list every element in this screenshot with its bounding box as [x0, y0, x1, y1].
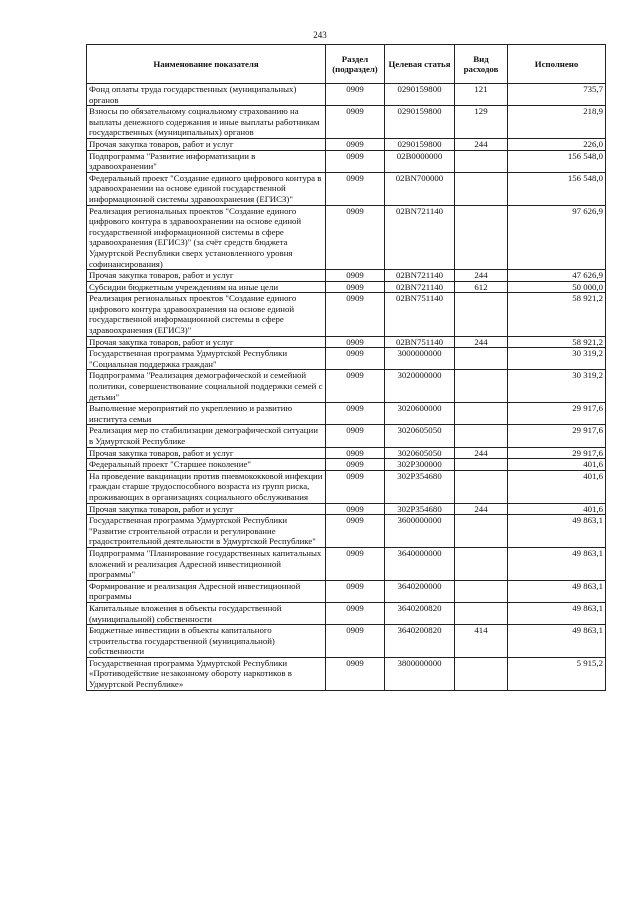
- row-kind: [455, 425, 508, 447]
- table-row: [87, 84, 606, 106]
- row-kind: [455, 547, 508, 580]
- row-amount: 97 626,9: [508, 205, 606, 270]
- row-target: 3640000000: [385, 547, 455, 580]
- row-amount: 30 319,2: [508, 348, 606, 370]
- row-kind: [455, 205, 508, 270]
- table-row: [87, 106, 606, 139]
- row-name: Реализация региональных проектов "Создание единого цифрового контура здравоохранения на основе единой государственной информационной системы в сфере здравоохранения (ЕГИСЗ)": [87, 293, 326, 336]
- table-row: [87, 293, 606, 336]
- row-kind: 129: [455, 106, 508, 139]
- row-amount: 226,0: [508, 138, 606, 150]
- row-amount: 50 000,0: [508, 281, 606, 293]
- table-row: [87, 625, 606, 658]
- row-target: 3020605050: [385, 447, 455, 459]
- row-target: 3640200000: [385, 580, 455, 602]
- row-amount: 401,6: [508, 503, 606, 515]
- row-amount: 58 921,2: [508, 293, 606, 336]
- row-section: 0909: [326, 459, 385, 471]
- header-kind: Вид расходов: [455, 45, 508, 84]
- row-target: 3600000000: [385, 515, 455, 548]
- row-section: 0909: [326, 370, 385, 403]
- header-amount: Исполнено: [508, 45, 606, 84]
- row-kind: 244: [455, 270, 508, 282]
- row-name: Подпрограмма "Планирование государственных капитальных вложений и реализация Адресной инвестиционной программы": [87, 547, 326, 580]
- row-target: 02BN751140: [385, 336, 455, 348]
- row-kind: [455, 470, 508, 503]
- row-section: 0909: [326, 547, 385, 580]
- row-section: 0909: [326, 503, 385, 515]
- row-kind: [455, 580, 508, 602]
- row-name: Выполнение мероприятий по укреплению и развитию института семьи: [87, 403, 326, 425]
- row-name: Подпрограмма "Реализация демографической и семейной политики, совершенствование социальной поддержки семей с детьми": [87, 370, 326, 403]
- row-amount: 156 548,0: [508, 172, 606, 205]
- row-name: Прочая закупка товаров, работ и услуг: [87, 138, 326, 150]
- row-target: 0290159800: [385, 138, 455, 150]
- table-row: [87, 503, 606, 515]
- row-kind: [455, 293, 508, 336]
- table-row: [87, 425, 606, 447]
- row-kind: [455, 403, 508, 425]
- row-kind: [455, 150, 508, 172]
- row-target: 3640200820: [385, 602, 455, 624]
- row-amount: 29 917,6: [508, 425, 606, 447]
- row-section: 0909: [326, 580, 385, 602]
- row-amount: 401,6: [508, 470, 606, 503]
- row-section: 0909: [326, 138, 385, 150]
- row-section: 0909: [326, 657, 385, 690]
- row-section: 0909: [326, 150, 385, 172]
- table-row: [87, 547, 606, 580]
- table-row: [87, 447, 606, 459]
- table-row: [87, 172, 606, 205]
- row-amount: 30 319,2: [508, 370, 606, 403]
- row-amount: 29 917,6: [508, 403, 606, 425]
- row-section: 0909: [326, 336, 385, 348]
- row-name: Прочая закупка товаров, работ и услуг: [87, 270, 326, 282]
- row-target: 302P300000: [385, 459, 455, 471]
- table-row: [87, 403, 606, 425]
- row-target: 0290159800: [385, 106, 455, 139]
- row-name: Прочая закупка товаров, работ и услуг: [87, 503, 326, 515]
- budget-table: [86, 44, 606, 691]
- row-amount: 49 863,1: [508, 625, 606, 658]
- row-name: Государственная программа Удмуртской Республики "Социальная поддержка граждан": [87, 348, 326, 370]
- row-section: 0909: [326, 425, 385, 447]
- row-target: 3020000000: [385, 370, 455, 403]
- row-amount: 49 863,1: [508, 515, 606, 548]
- row-name: Прочая закупка товаров, работ и услуг: [87, 336, 326, 348]
- row-name: Капитальные вложения в объекты государственной (муниципальной) собственности: [87, 602, 326, 624]
- row-section: 0909: [326, 106, 385, 139]
- row-section: 0909: [326, 602, 385, 624]
- header-target: Целевая статья: [385, 45, 455, 84]
- row-amount: 47 626,9: [508, 270, 606, 282]
- row-kind: 121: [455, 84, 508, 106]
- row-section: 0909: [326, 625, 385, 658]
- row-kind: [455, 515, 508, 548]
- header-name: Наименование показателя: [87, 45, 326, 84]
- row-amount: 58 921,2: [508, 336, 606, 348]
- row-name: Подпрограмма "Развитие информатизации в здравоохранении": [87, 150, 326, 172]
- table-row: [87, 657, 606, 690]
- row-amount: 156 548,0: [508, 150, 606, 172]
- row-name: Федеральный проект "Старшее поколение": [87, 459, 326, 471]
- row-amount: 29 917,6: [508, 447, 606, 459]
- table-row: [87, 515, 606, 548]
- row-target: 02BN721140: [385, 205, 455, 270]
- row-name: Государственная программа Удмуртской Республики "Развитие строительной отрасли и регулирование градостроительной деятельности в Удмуртской Республике": [87, 515, 326, 548]
- row-section: 0909: [326, 515, 385, 548]
- page-number: 243: [313, 30, 327, 40]
- row-name: Реализация региональных проектов "Создание единого цифрового контура в здравоохранении на основе единой государственной информационной системы в сфере здравоохранения (ЕГИСЗ)" (за счёт средств бюджета Удмуртской Республики сверх установленного уровня софинансирования): [87, 205, 326, 270]
- row-kind: [455, 602, 508, 624]
- row-target: 3000000000: [385, 348, 455, 370]
- row-section: 0909: [326, 172, 385, 205]
- table-row: [87, 470, 606, 503]
- header-section: Раздел (подраздел): [326, 45, 385, 84]
- row-target: 3020600000: [385, 403, 455, 425]
- row-target: 02BN721140: [385, 281, 455, 293]
- row-target: 02BN700000: [385, 172, 455, 205]
- row-target: 02BN751140: [385, 293, 455, 336]
- row-section: 0909: [326, 403, 385, 425]
- row-target: 0290159800: [385, 84, 455, 106]
- row-section: 0909: [326, 84, 385, 106]
- table-row: [87, 138, 606, 150]
- row-target: 302P354680: [385, 503, 455, 515]
- table-row: [87, 336, 606, 348]
- row-amount: 49 863,1: [508, 602, 606, 624]
- row-section: 0909: [326, 205, 385, 270]
- row-name: Формирование и реализация Адресной инвестиционной программы: [87, 580, 326, 602]
- table-row: [87, 281, 606, 293]
- row-kind: [455, 348, 508, 370]
- row-amount: 49 863,1: [508, 547, 606, 580]
- row-name: Прочая закупка товаров, работ и услуг: [87, 447, 326, 459]
- row-kind: 244: [455, 503, 508, 515]
- row-section: 0909: [326, 293, 385, 336]
- row-amount: 5 915,2: [508, 657, 606, 690]
- row-target: 02BN721140: [385, 270, 455, 282]
- row-section: 0909: [326, 281, 385, 293]
- row-section: 0909: [326, 470, 385, 503]
- row-target: 02В0000000: [385, 150, 455, 172]
- table-header-row: [87, 45, 606, 84]
- row-name: Фонд оплаты труда государственных (муниципальных) органов: [87, 84, 326, 106]
- row-amount: 218,9: [508, 106, 606, 139]
- row-target: 3640200820: [385, 625, 455, 658]
- table-row: [87, 205, 606, 270]
- table-row: [87, 348, 606, 370]
- row-name: На проведение вакцинации против пневмококковой инфекции граждан старше трудоспособного возраста из групп риска, проживающих в организациях социального обслуживания: [87, 470, 326, 503]
- row-target: 3020605050: [385, 425, 455, 447]
- row-section: 0909: [326, 270, 385, 282]
- row-target: 302P354680: [385, 470, 455, 503]
- table-row: [87, 270, 606, 282]
- table-row: [87, 580, 606, 602]
- row-kind: 244: [455, 138, 508, 150]
- row-kind: [455, 459, 508, 471]
- row-kind: 244: [455, 447, 508, 459]
- row-name: Субсидии бюджетным учреждениям на иные цели: [87, 281, 326, 293]
- table-row: [87, 459, 606, 471]
- row-name: Бюджетные инвестиции в объекты капитального строительства государственной (муниципальной) собственности: [87, 625, 326, 658]
- row-amount: 49 863,1: [508, 580, 606, 602]
- row-name: Государственная программа Удмуртской Республики «Противодействие незаконному обороту наркотиков в Удмуртской Республике»: [87, 657, 326, 690]
- row-kind: [455, 370, 508, 403]
- row-name: Взносы по обязательному социальному страхованию на выплаты денежного содержания и иные выплаты работникам государственных (муниципальных) органов: [87, 106, 326, 139]
- row-amount: 401,6: [508, 459, 606, 471]
- row-kind: 414: [455, 625, 508, 658]
- row-section: 0909: [326, 447, 385, 459]
- row-target: 3800000000: [385, 657, 455, 690]
- row-section: 0909: [326, 348, 385, 370]
- row-amount: 735,7: [508, 84, 606, 106]
- row-kind: 244: [455, 336, 508, 348]
- table-row: [87, 370, 606, 403]
- table-row: [87, 150, 606, 172]
- row-name: Федеральный проект "Создание единого цифрового контура в здравоохранении на основе единой государственной информационной системы здравоохранения (ЕГИСЗ)": [87, 172, 326, 205]
- row-kind: [455, 172, 508, 205]
- row-name: Реализация мер по стабилизации демографической ситуации в Удмуртской Республике: [87, 425, 326, 447]
- row-kind: 612: [455, 281, 508, 293]
- row-kind: [455, 657, 508, 690]
- table-row: [87, 602, 606, 624]
